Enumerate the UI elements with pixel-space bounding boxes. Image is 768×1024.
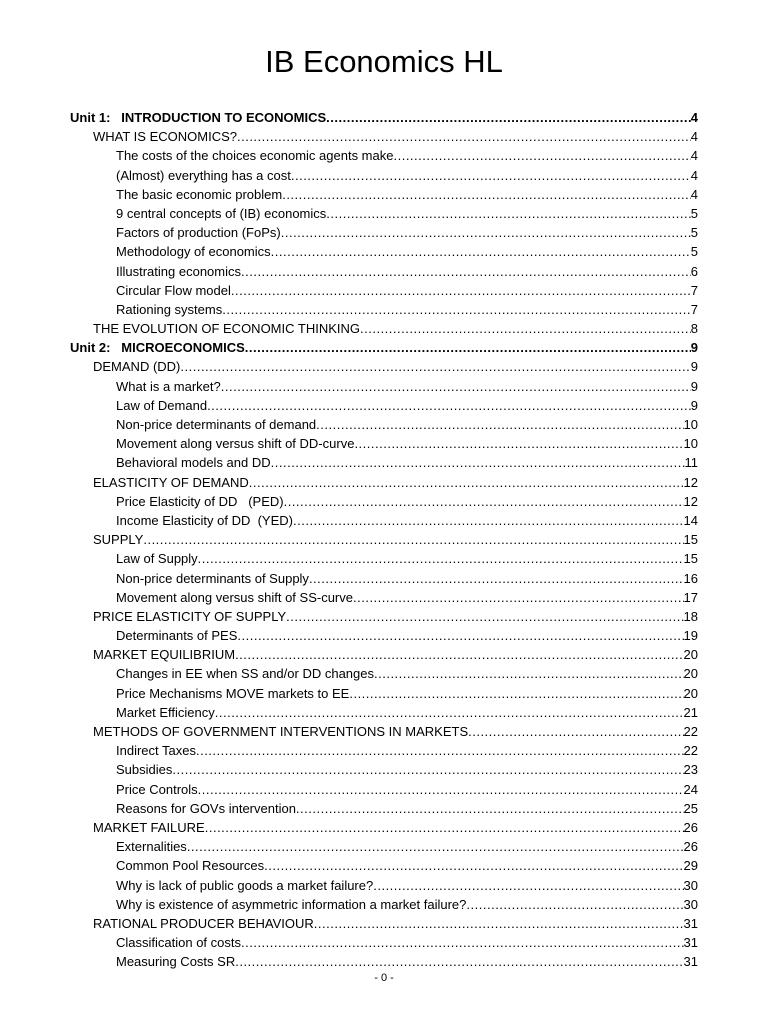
toc-dot-leader [296,799,684,818]
toc-dot-leader [235,952,683,971]
toc-subsection-entry[interactable] [70,396,698,415]
toc-entry-title: THE EVOLUTION OF ECONOMIC THINKING [93,321,361,337]
toc-entry-page: 22 [683,724,698,739]
toc-entry-page: 15 [683,532,698,548]
toc-entry-page: 29 [683,858,698,874]
toc-entry-title: (Almost) everything has a cost [116,167,291,183]
toc-dot-leader [360,319,691,338]
toc-section-entry[interactable] [70,914,698,933]
toc-entry-page: 31 [683,915,698,931]
toc-entry-title: What is a market? [116,378,221,394]
toc-entry-title: MARKET FAILURE [93,819,205,835]
toc-dot-leader [222,300,691,319]
toc-entry-title: Subsidies [116,762,173,778]
toc-entry-page: 10 [683,436,698,452]
toc-entry-title: Unit 2: MICROECONOMICS [70,340,245,356]
toc-entry-title: Common Pool Resources [116,858,265,874]
toc-entry-title: Illustrating economics [116,263,241,279]
toc-entry-page: 9 [690,359,698,375]
toc-subsection-entry[interactable] [70,549,698,568]
toc-entry-page: 4 [690,148,698,164]
toc-entry-title: Externalities [116,839,187,855]
toc-entry-page: 4 [690,129,698,145]
toc-dot-leader [286,607,683,626]
toc-dot-leader [198,549,684,568]
toc-subsection-entry[interactable] [70,799,698,818]
toc-subsection-entry[interactable] [70,262,698,281]
toc-dot-leader [353,588,684,607]
toc-entry-page: 11 [684,455,698,471]
toc-dot-leader [354,434,683,453]
toc-subsection-entry[interactable] [70,780,698,799]
toc-dot-leader [235,645,683,664]
toc-section-entry[interactable] [70,319,698,338]
toc-subsection-entry[interactable] [70,664,698,683]
toc-subsection-entry[interactable] [70,588,698,607]
toc-subsection-entry[interactable] [70,281,698,300]
toc-entry-page: 5 [690,205,698,221]
toc-entry-title: Why is lack of public goods a market failure? [116,877,374,893]
toc-subsection-entry[interactable] [70,453,698,472]
toc-section-entry[interactable] [70,645,698,664]
toc-entry-title: Non-price determinants of demand [116,417,317,432]
toc-dot-leader [198,780,684,799]
toc-unit-entry[interactable] [70,108,698,127]
toc-entry-title: SUPPLY [93,532,144,548]
toc-entry-title: DEMAND (DD) [93,359,181,375]
toc-entry-page: 20 [683,666,698,682]
toc-entry-page: 31 [683,954,698,970]
toc-entry-title: Price Mechanisms MOVE markets to EE [116,685,350,701]
toc-section-entry[interactable] [70,127,698,146]
toc-entry-title: Non-price determinants of Supply [116,570,309,586]
toc-entry-page: 7 [690,282,698,298]
toc-entry-page: 30 [683,877,698,893]
toc-entry-page: 26 [683,819,698,835]
toc-entry-title: Indirect Taxes [116,743,196,759]
toc-entry-page: 10 [683,417,698,432]
toc-dot-leader [245,338,691,357]
toc-entry-page: 12 [683,493,698,509]
toc-entry-title: PRICE ELASTICITY OF SUPPLY [93,608,287,624]
toc-section-entry[interactable] [70,818,698,837]
toc-entry-title: Behavioral models and DD [116,455,271,471]
toc-entry-title: Classification of costs [116,935,241,951]
toc-dot-leader [237,127,691,146]
toc-section-entry[interactable] [70,530,698,549]
toc-entry-page: 5 [690,244,698,260]
toc-entry-title: Reasons for GOVs intervention [116,800,296,816]
toc-entry-page: 17 [683,589,698,605]
toc-entry-title: Changes in EE when SS and/or DD changes [116,666,374,682]
toc-entry-page: 14 [683,512,698,528]
toc-entry-page: 30 [683,896,698,912]
toc-entry-title: Why is existence of asymmetric information a market failure? [116,896,467,912]
toc-subsection-entry[interactable] [70,146,698,165]
toc-entry-title: Rationing systems [116,301,223,317]
toc-entry-page: 4 [690,167,698,183]
toc-dot-leader [180,357,690,376]
toc-subsection-entry[interactable] [70,434,698,453]
toc-subsection-entry[interactable] [70,684,698,703]
toc-entry-page: 16 [683,570,698,586]
toc-dot-leader [221,377,691,396]
toc-dot-leader [271,242,691,261]
toc-dot-leader [466,895,683,914]
toc-entry-page: 12 [683,474,698,490]
toc-entry-page: 15 [683,551,698,567]
toc-entry-title: Unit 1: INTRODUCTION TO ECONOMICS [70,110,327,125]
toc-dot-leader [237,626,683,645]
toc-dot-leader [249,473,684,492]
toc-subsection-entry[interactable] [70,242,698,261]
toc-entry-page: 20 [683,647,698,663]
toc-subsection-entry[interactable] [70,204,698,223]
toc-dot-leader [293,511,684,530]
toc-subsection-entry[interactable] [70,492,698,511]
toc-subsection-entry[interactable] [70,933,698,952]
toc-dot-leader [196,741,684,760]
toc-dot-leader [373,876,683,895]
toc-dot-leader [316,415,683,434]
toc-entry-title: Methodology of economics [116,244,271,260]
toc-dot-leader [271,453,685,472]
toc-entry-page: 9 [690,340,698,356]
toc-entry-title: Movement along versus shift of DD-curve [116,436,355,452]
toc-entry-page: 9 [690,397,698,413]
toc-entry-title: The costs of the choices economic agents make [116,148,394,164]
toc-subsection-entry[interactable] [70,300,698,319]
toc-entry-title: RATIONAL PRODUCER BEHAVIOUR [93,915,314,931]
toc-dot-leader [282,185,691,204]
toc-entry-page: 24 [683,781,698,797]
toc-subsection-entry[interactable] [70,185,698,204]
toc-entry-page: 25 [683,800,698,816]
toc-dot-leader [281,223,691,242]
table-of-contents [70,108,698,971]
toc-entry-title: Price Elasticity of DD (PED) [116,493,284,509]
page-number: - 0 - [374,972,394,984]
toc-subsection-entry[interactable] [70,569,698,588]
toc-dot-leader [326,204,691,223]
toc-dot-leader [284,492,684,511]
toc-entry-title: Market Efficiency [116,704,215,720]
toc-dot-leader [143,530,683,549]
toc-entry-title: Factors of production (FoPs) [116,225,281,241]
toc-subsection-entry[interactable] [70,703,698,722]
toc-entry-title: WHAT IS ECONOMICS? [93,129,237,145]
toc-dot-leader [374,664,684,683]
toc-entry-title: Circular Flow model [116,282,231,298]
toc-entry-title: Movement along versus shift of SS-curve [116,589,353,605]
toc-entry-title: METHODS OF GOVERNMENT INTERVENTIONS IN MARKETS [93,724,469,739]
toc-dot-leader [309,569,684,588]
toc-entry-title: Income Elasticity of DD (YED) [116,512,293,528]
toc-section-entry[interactable] [70,607,698,626]
toc-entry-title: Law of Supply [116,551,198,567]
toc-entry-title: Measuring Costs SR [116,954,236,970]
toc-subsection-entry[interactable] [70,876,698,895]
toc-subsection-entry[interactable] [70,166,698,185]
toc-entry-page: 6 [690,263,698,279]
toc-dot-leader [205,818,684,837]
toc-entry-title: ELASTICITY OF DEMAND [93,474,249,490]
toc-entry-page: 31 [683,935,698,951]
toc-subsection-entry[interactable] [70,952,698,971]
toc-entry-title: Law of Demand [116,397,208,413]
toc-entry-page: 26 [683,839,698,855]
toc-entry-page: 7 [690,301,698,317]
toc-entry-title: Price Controls [116,781,198,797]
toc-entry-title: MARKET EQUILIBRIUM [93,647,236,663]
toc-subsection-entry[interactable] [70,856,698,875]
toc-subsection-entry[interactable] [70,895,698,914]
toc-entry-title: The basic economic problem [116,186,283,202]
toc-dot-leader [393,146,690,165]
toc-subsection-entry[interactable] [70,626,698,645]
toc-subsection-entry[interactable] [70,377,698,396]
toc-dot-leader [241,933,684,952]
toc-dot-leader [187,837,684,856]
toc-entry-page: 21 [683,704,698,720]
toc-subsection-entry[interactable] [70,415,698,434]
toc-dot-leader [231,281,691,300]
toc-unit-entry[interactable] [70,338,698,357]
toc-entry-page: 5 [690,225,698,241]
toc-dot-leader [291,166,691,185]
toc-dot-leader [264,856,683,875]
toc-entry-page: 4 [690,110,698,125]
toc-entry-page: 18 [683,608,698,624]
toc-entry-page: 4 [690,186,698,202]
toc-subsection-entry[interactable] [70,760,698,779]
toc-subsection-entry[interactable] [70,223,698,242]
toc-dot-leader [468,722,683,741]
toc-dot-leader [349,684,683,703]
toc-dot-leader [172,760,683,779]
toc-section-entry[interactable] [70,473,698,492]
toc-dot-leader [215,703,684,722]
toc-dot-leader [241,262,691,281]
toc-entry-title: 9 central concepts of (IB) economics [116,205,327,221]
toc-entry-page: 8 [690,321,698,337]
toc-entry-page: 23 [683,762,698,778]
toc-subsection-entry[interactable] [70,511,698,530]
document-title: IB Economics HL [265,44,503,79]
toc-entry-title: Determinants of PES [116,628,238,644]
toc-section-entry[interactable] [70,357,698,376]
toc-subsection-entry[interactable] [70,837,698,856]
toc-entry-page: 9 [690,378,698,394]
toc-section-entry[interactable] [70,722,698,741]
toc-entry-page: 22 [683,743,698,759]
toc-entry-page: 20 [683,685,698,701]
toc-dot-leader [207,396,691,415]
toc-subsection-entry[interactable] [70,741,698,760]
toc-dot-leader [326,108,691,127]
toc-entry-page: 19 [683,628,698,644]
toc-dot-leader [314,914,684,933]
